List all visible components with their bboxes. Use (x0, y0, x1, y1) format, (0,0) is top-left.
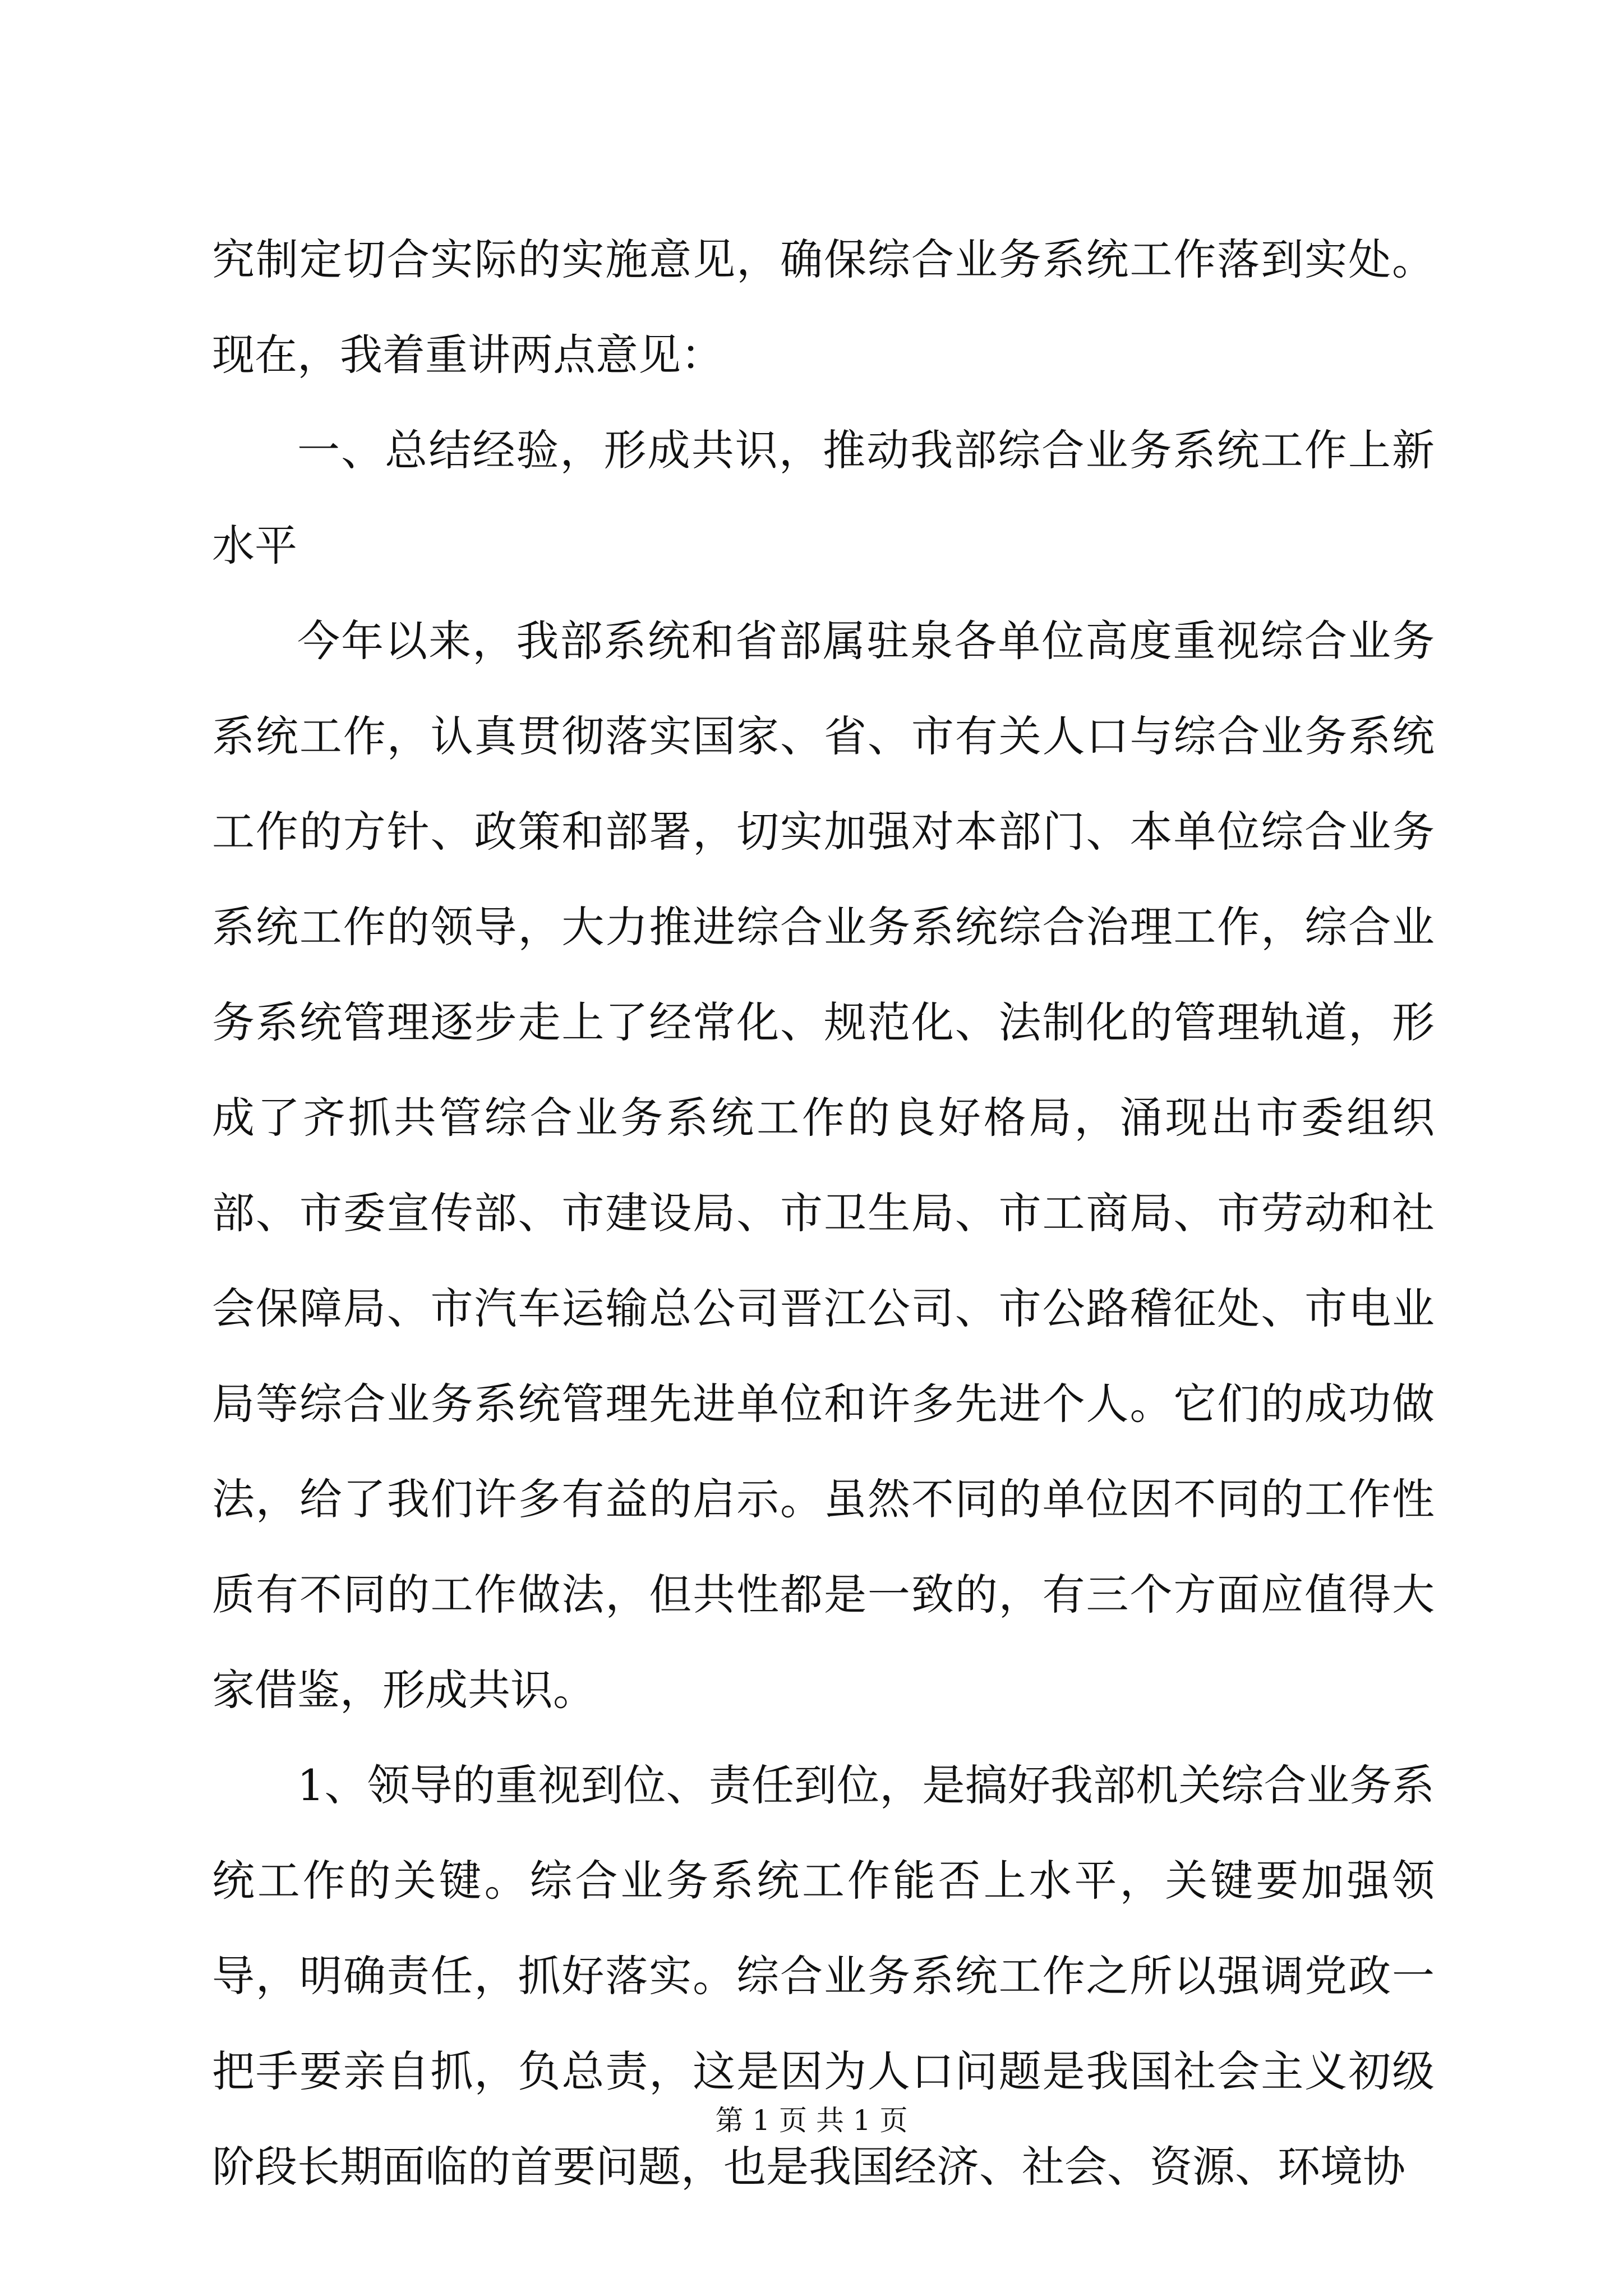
paragraph-continuation: 究制定切合实际的实施意见，确保综合业务系统工作落到实处。现在，我着重讲两点意见： (212, 234, 1435, 380)
paragraph-point-1: 1、领导的重视到位、责任到位，是搞好我部机关综合业务系统工作的关键。综合业务系统工作能否上水平，关键要加强领导，明确责任，抓好落实。综合业务系统工作之所以强调党政一把手要亲自抓，负总责，这是因为人口问题是我国社会主义初级阶段长期面临的首要问题，也是我国经济、社会、资源、环境协 (212, 1760, 1435, 2192)
section-heading: 一、总结经验，形成共识，推动我部综合业务系统工作上新水平 (212, 425, 1435, 570)
paragraph-body: 今年以来，我部系统和省部属驻泉各单位高度重视综合业务系统工作，认真贯彻落实国家、省、市有关人口与综合业务系统工作的方针、政策和部署，切实加强对本部门、本单位综合业务系统工作的领导，大力推进综合业务系统综合治理工作，综合业务系统管理逐步走上了经常化、规范化、法制化的管理轨道，形成了齐抓共管综合业务系统工作的良好格局，涌现出市委组织部、市委宣传部、市建设局、市卫生局、市工商局、市劳动和社会保障局、市汽车运输总公司晋江公司、市公路稽征处、市电业局等综合业务系统管理先进单位和许多先进个人。它们的成功做法，给了我们许多有益的启示。虽然不同的单位因不同的工作性质有不同的工作做法，但共性都是一致的，有三个方面应值得大家借鉴，形成共识。 (212, 616, 1435, 1715)
document-body (212, 212, 1435, 2215)
page-footer (0, 2101, 1623, 2140)
page-number: 第 1 页 共 1 页 (715, 2104, 908, 2137)
